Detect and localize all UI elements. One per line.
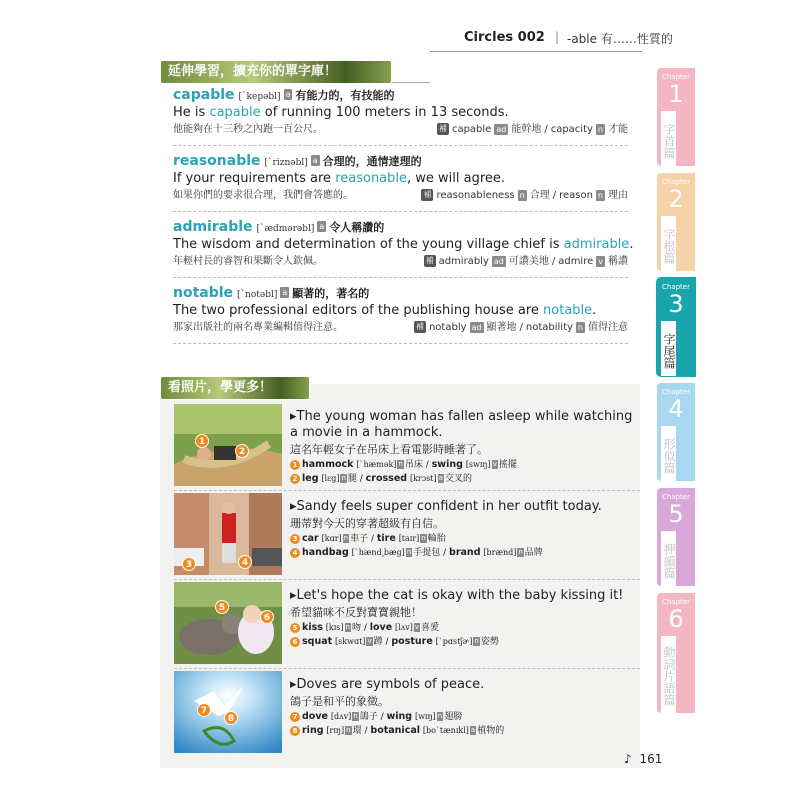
caption-english: ▸Let's hope the cat is okay with the baby kissing it! <box>290 588 624 603</box>
caption-chinese: 鴿子是和平的象徵。 <box>290 695 389 708</box>
supplement-icon: 補 <box>415 322 424 331</box>
related-words <box>414 320 628 336</box>
entry-head <box>173 282 628 302</box>
related-meaning: 可讚美地 <box>508 256 549 267</box>
phonetic: [ˋhæmək] <box>356 460 397 469</box>
sentence-part: The wisdom and determination of the young village chief is <box>173 237 564 252</box>
related-word: notably <box>428 322 467 333</box>
example-sentence <box>173 170 628 188</box>
marker-2: 2 <box>235 444 249 458</box>
vocab-word: handbag <box>302 547 349 558</box>
marker-number-icon: 5 <box>290 623 300 633</box>
translation: 那家出版社的兩名專業編輯值得注意。 <box>173 322 343 333</box>
vocab-word: hammock <box>302 459 354 470</box>
pos-badge: a <box>312 156 318 165</box>
photo-divider <box>174 579 640 580</box>
pos-badge: n <box>346 726 351 734</box>
headword: reasonable <box>173 153 261 169</box>
pos-badge: n <box>519 190 525 200</box>
headword: notable <box>173 285 234 301</box>
photo-baby-cat <box>174 582 282 664</box>
banner-label: 看照片，學更多！ <box>168 380 273 395</box>
entry-head <box>173 216 628 236</box>
photo-caption <box>290 409 635 486</box>
pos-badge: a <box>319 222 325 231</box>
entry-head <box>173 84 628 104</box>
pos-badge: ad <box>493 256 504 266</box>
related-word: notability <box>525 322 573 333</box>
vocab-meaning: 吊床 <box>404 460 423 470</box>
pos-badge: n <box>345 623 350 631</box>
related-word: reasonableness <box>436 190 515 201</box>
vocab-entry <box>173 84 628 146</box>
meaning: 令人稱讚的 <box>329 221 385 234</box>
chapter-label: 形似篇 <box>661 426 676 481</box>
sentence-part: , we will agree. <box>407 171 506 186</box>
chapter-code: Circles 002 <box>464 30 545 45</box>
pos-badge: v <box>414 623 420 631</box>
related-word: admirably <box>438 256 489 267</box>
vocab-meaning: 腿 <box>347 474 357 484</box>
music-note-icon: ♪ <box>624 752 632 766</box>
translation: 如果你們的要求很合理，我們會答應的。 <box>173 190 353 201</box>
meaning: 有能力的，有技能的 <box>295 89 395 102</box>
phonetic: [ˋnotəbl] <box>237 290 278 300</box>
marker-5: 5 <box>215 600 229 614</box>
phonetic: [skwɑt] <box>335 637 366 646</box>
photo-divider <box>174 490 640 491</box>
vocab-word: car <box>302 533 319 544</box>
chapter-label: 押韻篇 <box>661 531 676 586</box>
sentence-highlight: reasonable <box>335 171 408 186</box>
vocab-word: wing <box>386 711 413 722</box>
vocab-meaning: 姿勢 <box>480 637 499 647</box>
vocab-meaning: 品牌 <box>524 548 543 558</box>
related-words <box>421 188 628 204</box>
photo-street-woman <box>174 493 282 575</box>
vocab-meaning: 翅膀 <box>444 712 463 722</box>
vocab-entry <box>173 282 628 344</box>
photo-caption <box>290 499 635 560</box>
vocab-word: posture <box>391 636 433 647</box>
phonetic: [boˋtænɪkl] <box>422 726 469 735</box>
vocab-meaning: 蹲 <box>373 637 383 647</box>
photo-dove <box>174 671 282 753</box>
chapter-label: 字首篇 <box>661 111 676 166</box>
marker-3: 3 <box>182 557 196 571</box>
photo-vocab-row: 3 car [kɑr] n 車子 / tire [taɪr] n 輪胎 <box>290 532 635 546</box>
chapter-caption: Chapter <box>662 73 690 81</box>
translation-row <box>173 122 628 138</box>
sentence-part: of running 100 meters in 13 seconds. <box>260 105 509 120</box>
marker-4: 4 <box>238 555 252 569</box>
supplement-icon: 補 <box>438 124 447 133</box>
chapter-number: 2 <box>668 185 684 213</box>
translation-row <box>173 188 628 204</box>
running-header <box>430 30 673 52</box>
caption-english: ▸The young woman has fallen asleep while watching a movie in a hammock. <box>290 409 633 440</box>
chapter-number: 3 <box>668 290 684 318</box>
vocab-meaning: 輪胎 <box>427 534 446 544</box>
marker-number-icon: 7 <box>290 712 300 722</box>
related-meaning: 理由 <box>608 190 628 201</box>
supplement-icon: 補 <box>425 256 434 265</box>
chapter-caption: Chapter <box>662 493 690 501</box>
chapter-number: 1 <box>668 80 684 108</box>
related-words <box>437 122 628 138</box>
supplement-icon: 補 <box>423 190 432 199</box>
slash: / <box>544 124 548 135</box>
pos-badge: v <box>492 460 497 468</box>
related-word: capable <box>451 124 492 135</box>
marker-number-icon: 2 <box>290 474 300 484</box>
headword: capable <box>173 87 235 103</box>
pos-badge: n <box>421 534 426 542</box>
chapter-number: 6 <box>668 605 684 633</box>
photo-vocab-row: 8 ring [rɪŋ] n 環 / botanical [boˋtænɪkl] a 植物的 <box>290 724 635 738</box>
marker-7: 7 <box>197 703 211 717</box>
related-meaning: 稱讚 <box>608 256 628 267</box>
marker-number-icon: 1 <box>290 460 300 470</box>
phonetic: [rɪŋ] <box>326 726 345 735</box>
phonetic: [ˋhænd͵bæg] <box>351 548 405 557</box>
divider-line <box>392 82 430 83</box>
chapter-number: 5 <box>668 500 684 528</box>
example-sentence <box>173 236 634 254</box>
pos-badge: n <box>518 548 523 556</box>
vocab-word: dove <box>302 711 328 722</box>
photo-caption <box>290 588 635 649</box>
slash: / <box>552 190 557 201</box>
caption-english: ▸Sandy feels super confident in her outfit today. <box>290 499 602 514</box>
sentence-highlight: notable <box>543 303 593 318</box>
marker-number-icon: 3 <box>290 534 300 544</box>
example-sentence <box>173 302 628 320</box>
section-banner-photos <box>160 376 310 400</box>
vocab-word: crossed <box>365 473 408 484</box>
sentence-highlight: capable <box>209 105 261 120</box>
marker-number-icon: 8 <box>290 726 300 736</box>
pos-badge: n <box>437 712 443 720</box>
phonetic: [swɪŋ] <box>465 460 491 469</box>
vocab-word: brand <box>449 547 481 558</box>
meaning: 合理的，通情達理的 <box>322 155 422 168</box>
related-word: capacity <box>550 124 593 135</box>
pos-badge: a <box>285 90 291 99</box>
chapter-caption: Chapter <box>662 178 690 186</box>
phonetic: [brænd] <box>483 548 517 557</box>
page-number-value: 161 <box>639 752 663 766</box>
photo-vocab-row: 5 kiss [kɪs] n 吻 / love [lʌv] v 喜愛 <box>290 621 635 635</box>
chapter-label: 字根篇 <box>661 216 676 271</box>
related-meaning: 值得注意 <box>588 322 628 333</box>
banner-label: 延伸學習，擴充你的單字庫！ <box>168 64 338 79</box>
header-separator: | <box>555 30 560 44</box>
slash: / <box>519 322 523 333</box>
related-word: reason <box>559 190 593 201</box>
section-banner-extend <box>160 60 392 84</box>
pos-badge: ad <box>496 124 507 134</box>
marker-number-icon: 4 <box>290 548 300 558</box>
phonetic: [lʌv] <box>395 623 413 632</box>
chapter-tab-6[interactable] <box>657 593 695 713</box>
sentence-part: If your requirements are <box>173 171 336 186</box>
vocab-word: ring <box>302 725 324 736</box>
sentence-highlight: admirable <box>563 237 630 252</box>
meaning: 顯著的，著名的 <box>292 287 370 300</box>
phonetic: [dʌv] <box>330 712 352 721</box>
vocab-word: swing <box>431 459 463 470</box>
marker-number-icon: 6 <box>290 637 300 647</box>
chapter-tab-4[interactable] <box>657 383 695 481</box>
chapter-caption: Chapter <box>662 283 690 291</box>
phonetic: [taɪr] <box>398 534 420 543</box>
related-word: admire <box>558 256 594 267</box>
phonetic: [ˋpɑstʃɚ] <box>435 637 473 646</box>
marker-1: 1 <box>195 434 209 448</box>
photo-divider <box>174 668 640 669</box>
pos-badge: a <box>470 726 476 734</box>
pos-badge: n <box>398 460 403 468</box>
phonetic: [kɪs] <box>325 623 344 632</box>
vocab-entry <box>173 216 634 278</box>
caption-chinese: 希望貓咪不反對寶寶親牠！ <box>290 606 422 619</box>
vocab-meaning: 吻 <box>351 623 361 633</box>
vocab-word: love <box>369 622 393 633</box>
pos-badge: v <box>367 637 372 645</box>
chapter-tab-1[interactable] <box>657 68 695 166</box>
photo-vocab-row: 1 hammock [ˋhæmək] n 吊床 / swing [swɪŋ] v 搖擺 <box>290 458 635 472</box>
sentence-part: He is <box>173 105 210 120</box>
translation-row <box>173 254 628 270</box>
chapter-label: 動詞片語篇 <box>661 636 676 713</box>
chapter-number: 4 <box>668 395 684 423</box>
slash: / <box>551 256 556 267</box>
related-meaning: 才能 <box>608 124 628 135</box>
phonetic: [krɔst] <box>409 474 437 483</box>
chapter-tab-2[interactable] <box>657 173 695 271</box>
example-sentence <box>173 104 628 122</box>
phonetic: [ˋriznəbl] <box>264 158 308 168</box>
marker-8: 8 <box>224 711 238 725</box>
related-words <box>424 254 628 270</box>
related-meaning: 顯著地 <box>486 322 517 333</box>
vocab-entry <box>173 150 628 212</box>
vocab-meaning: 交叉的 <box>444 474 472 484</box>
pos-badge: n <box>474 637 479 645</box>
pos-badge: n <box>406 548 412 556</box>
chapter-tab-3[interactable] <box>657 278 695 376</box>
related-meaning: 能幹地 <box>511 124 542 135</box>
phonetic: [lɛg] <box>321 474 340 483</box>
translation: 他能夠在十三秒之內跑一百公尺。 <box>173 124 323 135</box>
vocab-word: tire <box>376 533 396 544</box>
related-meaning: 合理 <box>529 190 550 201</box>
caption-chinese: 珊蒂對今天的穿著超級有自信。 <box>290 517 444 530</box>
pos-badge: v <box>598 256 603 266</box>
pos-badge: n <box>353 712 358 720</box>
translation: 年輕村長的睿智和果斷令人欽佩。 <box>173 256 323 267</box>
vocab-meaning: 搖擺 <box>498 460 517 470</box>
phonetic: [wɪŋ] <box>414 712 436 721</box>
translation-row <box>173 320 628 336</box>
photo-vocab-row: 6 squat [skwɑt] v 蹲 / posture [ˋpɑstʃɚ] n 姿勢 <box>290 635 635 649</box>
photo-hammock <box>174 404 282 486</box>
pos-badge: a <box>282 288 288 297</box>
photo-vocab-row: 7 dove [dʌv] n 鴿子 / wing [wɪŋ] n 翅膀 <box>290 710 635 724</box>
photo-caption <box>290 677 635 738</box>
vocab-meaning: 環 <box>352 726 362 736</box>
photo-vocab-row: 4 handbag [ˋhænd͵bæg] n 手提包 / brand [brænd] n 品牌 <box>290 546 635 560</box>
vocab-meaning: 手提包 <box>413 548 441 558</box>
vocab-word: squat <box>302 636 333 647</box>
pos-badge: n <box>597 190 603 200</box>
vocab-meaning: 喜愛 <box>421 623 440 633</box>
headword: admirable <box>173 219 253 235</box>
pos-badge: ad <box>471 322 482 332</box>
marker-6: 6 <box>260 610 274 624</box>
pos-badge: n <box>343 534 349 542</box>
vocab-word: botanical <box>370 725 420 736</box>
phonetic: [ˋkepəbl] <box>238 92 281 102</box>
pos-badge: n <box>597 124 603 134</box>
vocab-meaning: 車子 <box>350 534 369 544</box>
phonetic: [kɑr] <box>321 534 342 543</box>
pos-badge: a <box>438 474 443 482</box>
photo-vocab-row: 2 leg [lɛg] n 腿 / crossed [krɔst] a 交叉的 <box>290 472 635 486</box>
chapter-caption: Chapter <box>662 598 690 606</box>
pos-badge: n <box>577 322 583 332</box>
entry-head <box>173 150 628 170</box>
header-subtitle: -able 有……性質的 <box>567 32 673 46</box>
caption-english: ▸Doves are symbols of peace. <box>290 677 485 692</box>
sentence-part: . <box>592 303 597 318</box>
vocab-meaning: 鴿子 <box>359 712 378 722</box>
vocab-meaning: 植物的 <box>477 726 505 736</box>
sentence-part: . <box>629 237 634 252</box>
vocab-word: kiss <box>302 622 323 633</box>
pos-badge: n <box>341 474 346 482</box>
chapter-caption: Chapter <box>662 388 690 396</box>
phonetic: [ˋædmərəbl] <box>256 224 315 234</box>
sentence-part: The two professional editors of the publishing house are <box>173 303 544 318</box>
vocab-word: leg <box>302 473 319 484</box>
caption-chinese: 這名年輕女子在吊床上看電影時睡著了。 <box>290 443 488 456</box>
page-number <box>624 752 662 766</box>
chapter-label: 字尾篇 <box>661 321 676 376</box>
chapter-tab-5[interactable] <box>657 488 695 586</box>
